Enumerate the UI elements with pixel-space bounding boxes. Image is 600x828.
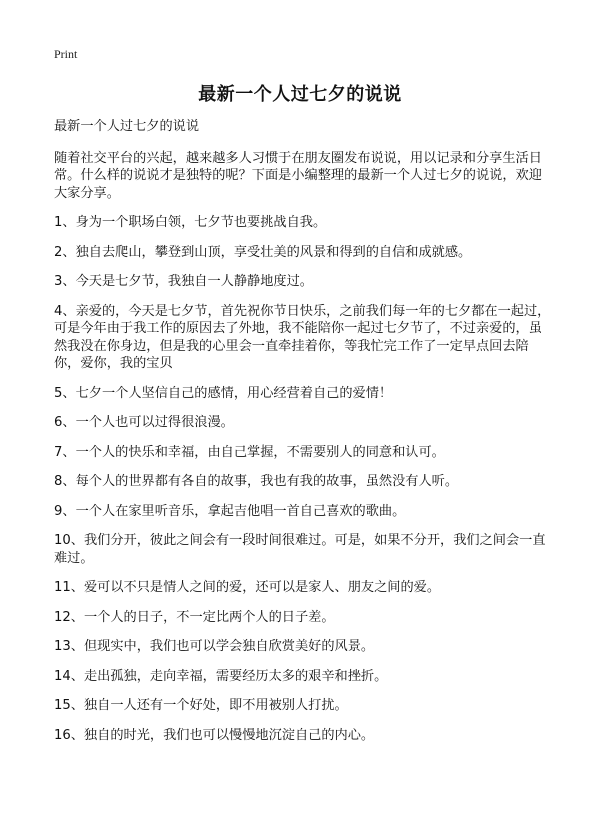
list-item: 5、七夕一个人坚信自己的感情，用心经营着自己的爱情！ <box>54 385 393 401</box>
list-item: 2、独自去爬山，攀登到山顶，享受壮美的风景和得到的自信和成就感。 <box>54 244 472 260</box>
document-subtitle: 最新一个人过七夕的说说 <box>54 119 200 134</box>
document-body <box>54 118 554 756</box>
list-item: 11、爱可以不只是情人之间的爱，还可以是家人、朋友之间的爱。 <box>54 580 441 595</box>
list-item: 1、身为一个职场白领，七夕节也要挑战自我。 <box>54 215 327 230</box>
list-item: 10、我们分开，彼此之间会有一段时间很难过。可是，如果不分开，我们之间会一直难过。 <box>54 533 546 566</box>
list-item: 12、一个人的日子，不一定比两个人的日子差。 <box>54 609 335 625</box>
document-title: 最新一个人过七夕的说说 <box>198 84 402 105</box>
list-item: 4、亲爱的，今天是七夕节，首先祝你节日快乐，之前我们每一年的七夕都在一起过，可是今年由于我工作的原因去了外地，我不能陪你一起过七夕节了，不过亲爱的，虽然我没在你身边，但是我的心里会一直牵挂着你，等我忙完工作了一定早点回去陪你，爱你，我的宝贝 <box>54 303 551 371</box>
list-item: 9、一个人在家里听音乐，拿起吉他唱一首自己喜欢的歌曲。 <box>54 503 406 519</box>
print-label: Print <box>54 47 78 61</box>
intro-paragraph: 随着社交平台的兴起，越来越多人习惯于在朋友圈发布说说，用以记录和分享生活日常。什么样的说说才是独特的呢？下面是小编整理的最新一个人过七夕的说说，欢迎大家分享。 <box>54 150 542 201</box>
list-item: 15、独自一人还有一个好处，即不用被别人打扰。 <box>54 698 348 713</box>
list-item: 8、每个人的世界都有各自的故事，我也有我的故事，虽然没有人听。 <box>54 474 459 489</box>
list-item: 13、但现实中，我们也可以学会独自欣赏美好的风景。 <box>54 639 375 654</box>
list-item: 16、独自的时光，我们也可以慢慢地沉淀自己的内心。 <box>54 727 375 743</box>
list-item: 7、一个人的快乐和幸福，由自己掌握，不需要别人的同意和认可。 <box>54 444 445 460</box>
list-item: 6、一个人也可以过得很浪漫。 <box>54 415 234 430</box>
list-item: 14、走出孤独，走向幸福，需要经历太多的艰辛和挫折。 <box>54 668 388 684</box>
list-item: 3、今天是七夕节，我独自一人静静地度过。 <box>54 274 313 289</box>
